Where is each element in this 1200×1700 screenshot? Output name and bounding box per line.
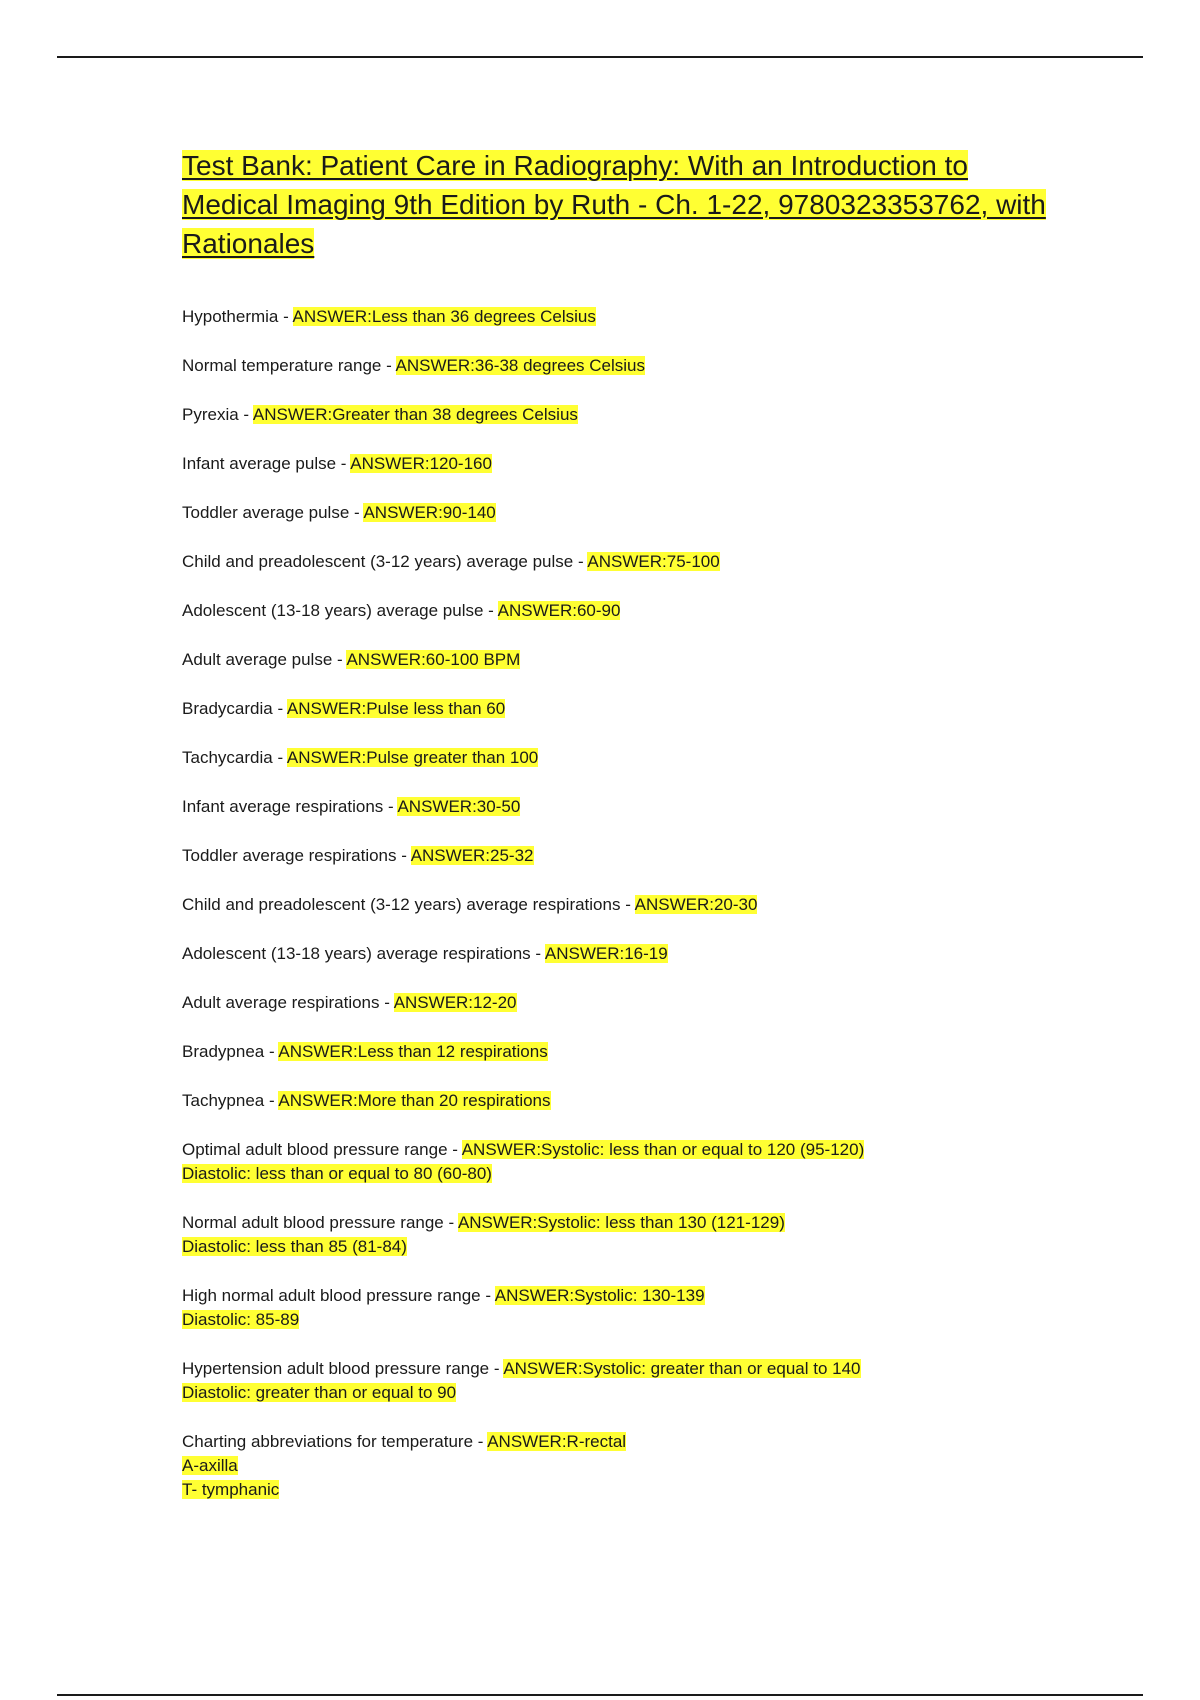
answer-text: ANSWER:60-100 BPM [346, 650, 521, 669]
answer-text: A-axilla [182, 1456, 238, 1475]
answer-continuation-line [182, 1235, 1062, 1259]
question-separator: - [396, 846, 411, 865]
answer-text: ANSWER:Systolic: less than or equal to 120 (95-120) [461, 1140, 865, 1159]
answer-text: Diastolic: less than 85 (81-84) [182, 1237, 407, 1256]
qa-item [182, 1211, 1062, 1259]
qa-item [182, 893, 1062, 917]
question-text: Tachypnea [182, 1091, 265, 1110]
question-separator: - [473, 1432, 488, 1451]
qa-item [182, 1138, 1062, 1186]
qa-item [182, 746, 1062, 770]
qa-item [182, 354, 1062, 378]
question-text: Normal temperature range [182, 356, 382, 375]
top-rule [57, 56, 1143, 58]
question-separator: - [379, 993, 394, 1012]
question-separator: - [620, 895, 635, 914]
question-separator: - [278, 307, 293, 326]
question-text: Adult average pulse [182, 650, 333, 669]
qa-item [182, 452, 1062, 476]
answer-text: ANSWER:90-140 [363, 503, 496, 522]
question-separator: - [489, 1359, 504, 1378]
answer-text: ANSWER:Pulse greater than 100 [286, 748, 539, 767]
qa-item [182, 795, 1062, 819]
qa-item [182, 550, 1062, 574]
question-answer-list [182, 305, 1062, 1502]
question-text: Bradycardia [182, 699, 273, 718]
question-text: Adolescent (13-18 years) average pulse [182, 601, 484, 620]
question-separator: - [272, 699, 287, 718]
answer-text: ANSWER:Systolic: greater than or equal to 140 [503, 1359, 861, 1378]
qa-item [182, 991, 1062, 1015]
answer-text: ANSWER:Pulse less than 60 [286, 699, 506, 718]
question-separator: - [381, 356, 396, 375]
question-text: Bradypnea [182, 1042, 265, 1061]
qa-item [182, 648, 1062, 672]
question-separator: - [336, 454, 351, 473]
answer-text: ANSWER:12-20 [393, 993, 517, 1012]
qa-item [182, 1430, 1062, 1502]
question-separator: - [264, 1042, 279, 1061]
question-separator: - [443, 1213, 458, 1232]
question-text: Toddler average respirations [182, 846, 397, 865]
answer-continuation-line [182, 1478, 1062, 1502]
question-separator: - [573, 552, 588, 571]
question-text: High normal adult blood pressure range [182, 1286, 481, 1305]
answer-text: ANSWER:Less than 36 degrees Celsius [292, 307, 596, 326]
question-text: Child and preadolescent (3-12 years) average respirations [182, 895, 621, 914]
answer-text: ANSWER:Greater than 38 degrees Celsius [252, 405, 578, 424]
question-separator: - [264, 1091, 279, 1110]
question-text: Adolescent (13-18 years) average respirations [182, 944, 531, 963]
answer-text: ANSWER:20-30 [634, 895, 758, 914]
answer-text: ANSWER:25-32 [410, 846, 534, 865]
document-title [182, 146, 1062, 263]
answer-text: T- tymphanic [182, 1480, 280, 1499]
qa-item [182, 599, 1062, 623]
answer-text: ANSWER:30-50 [397, 797, 521, 816]
answer-continuation-line [182, 1454, 1062, 1478]
question-text: Pyrexia [182, 405, 239, 424]
question-separator: - [530, 944, 545, 963]
answer-continuation-line [182, 1308, 1062, 1332]
qa-item [182, 942, 1062, 966]
question-separator: - [383, 797, 398, 816]
qa-item [182, 501, 1062, 525]
question-separator: - [272, 748, 287, 767]
answer-continuation-line [182, 1162, 1062, 1186]
qa-item [182, 844, 1062, 868]
qa-item [182, 1040, 1062, 1064]
bottom-rule [57, 1694, 1143, 1696]
qa-item [182, 1284, 1062, 1332]
question-separator: - [447, 1140, 462, 1159]
question-text: Tachycardia [182, 748, 273, 767]
answer-text: ANSWER:36-38 degrees Celsius [395, 356, 645, 375]
question-text: Normal adult blood pressure range [182, 1213, 444, 1232]
question-separator: - [483, 601, 498, 620]
document-title-text: Test Bank: Patient Care in Radiography: With an Introduction to Medical Imaging 9th Edition by Ruth - Ch. 1-22, 9780323353762, with Rationales [182, 150, 1046, 259]
question-text: Optimal adult blood pressure range [182, 1140, 448, 1159]
answer-continuation-line [182, 1381, 1062, 1405]
question-text: Hypertension adult blood pressure range [182, 1359, 490, 1378]
answer-text: ANSWER:Less than 12 respirations [278, 1042, 548, 1061]
qa-item [182, 1089, 1062, 1113]
question-separator: - [349, 503, 364, 522]
answer-text: ANSWER:Systolic: less than 130 (121-129) [457, 1213, 785, 1232]
question-text: Adult average respirations [182, 993, 380, 1012]
answer-text: ANSWER:More than 20 respirations [278, 1091, 551, 1110]
qa-item [182, 403, 1062, 427]
answer-text: Diastolic: 85-89 [182, 1310, 300, 1329]
answer-text: ANSWER:16-19 [544, 944, 668, 963]
answer-text: ANSWER:75-100 [587, 552, 720, 571]
question-separator: - [480, 1286, 495, 1305]
answer-text: ANSWER:120-160 [350, 454, 492, 473]
answer-text: ANSWER:R-rectal [487, 1432, 627, 1451]
qa-item [182, 1357, 1062, 1405]
question-text: Toddler average pulse [182, 503, 350, 522]
question-text: Infant average respirations [182, 797, 384, 816]
document-body [182, 146, 1062, 1527]
qa-item [182, 697, 1062, 721]
answer-text: Diastolic: greater than or equal to 90 [182, 1383, 457, 1402]
qa-item [182, 305, 1062, 329]
question-separator: - [332, 650, 347, 669]
question-text: Child and preadolescent (3-12 years) average pulse [182, 552, 574, 571]
question-text: Charting abbreviations for temperature [182, 1432, 474, 1451]
question-text: Infant average pulse [182, 454, 337, 473]
question-text: Hypothermia [182, 307, 279, 326]
question-separator: - [238, 405, 253, 424]
answer-text: ANSWER:Systolic: 130-139 [494, 1286, 705, 1305]
answer-text: ANSWER:60-90 [497, 601, 621, 620]
answer-text: Diastolic: less than or equal to 80 (60-80) [182, 1164, 492, 1183]
